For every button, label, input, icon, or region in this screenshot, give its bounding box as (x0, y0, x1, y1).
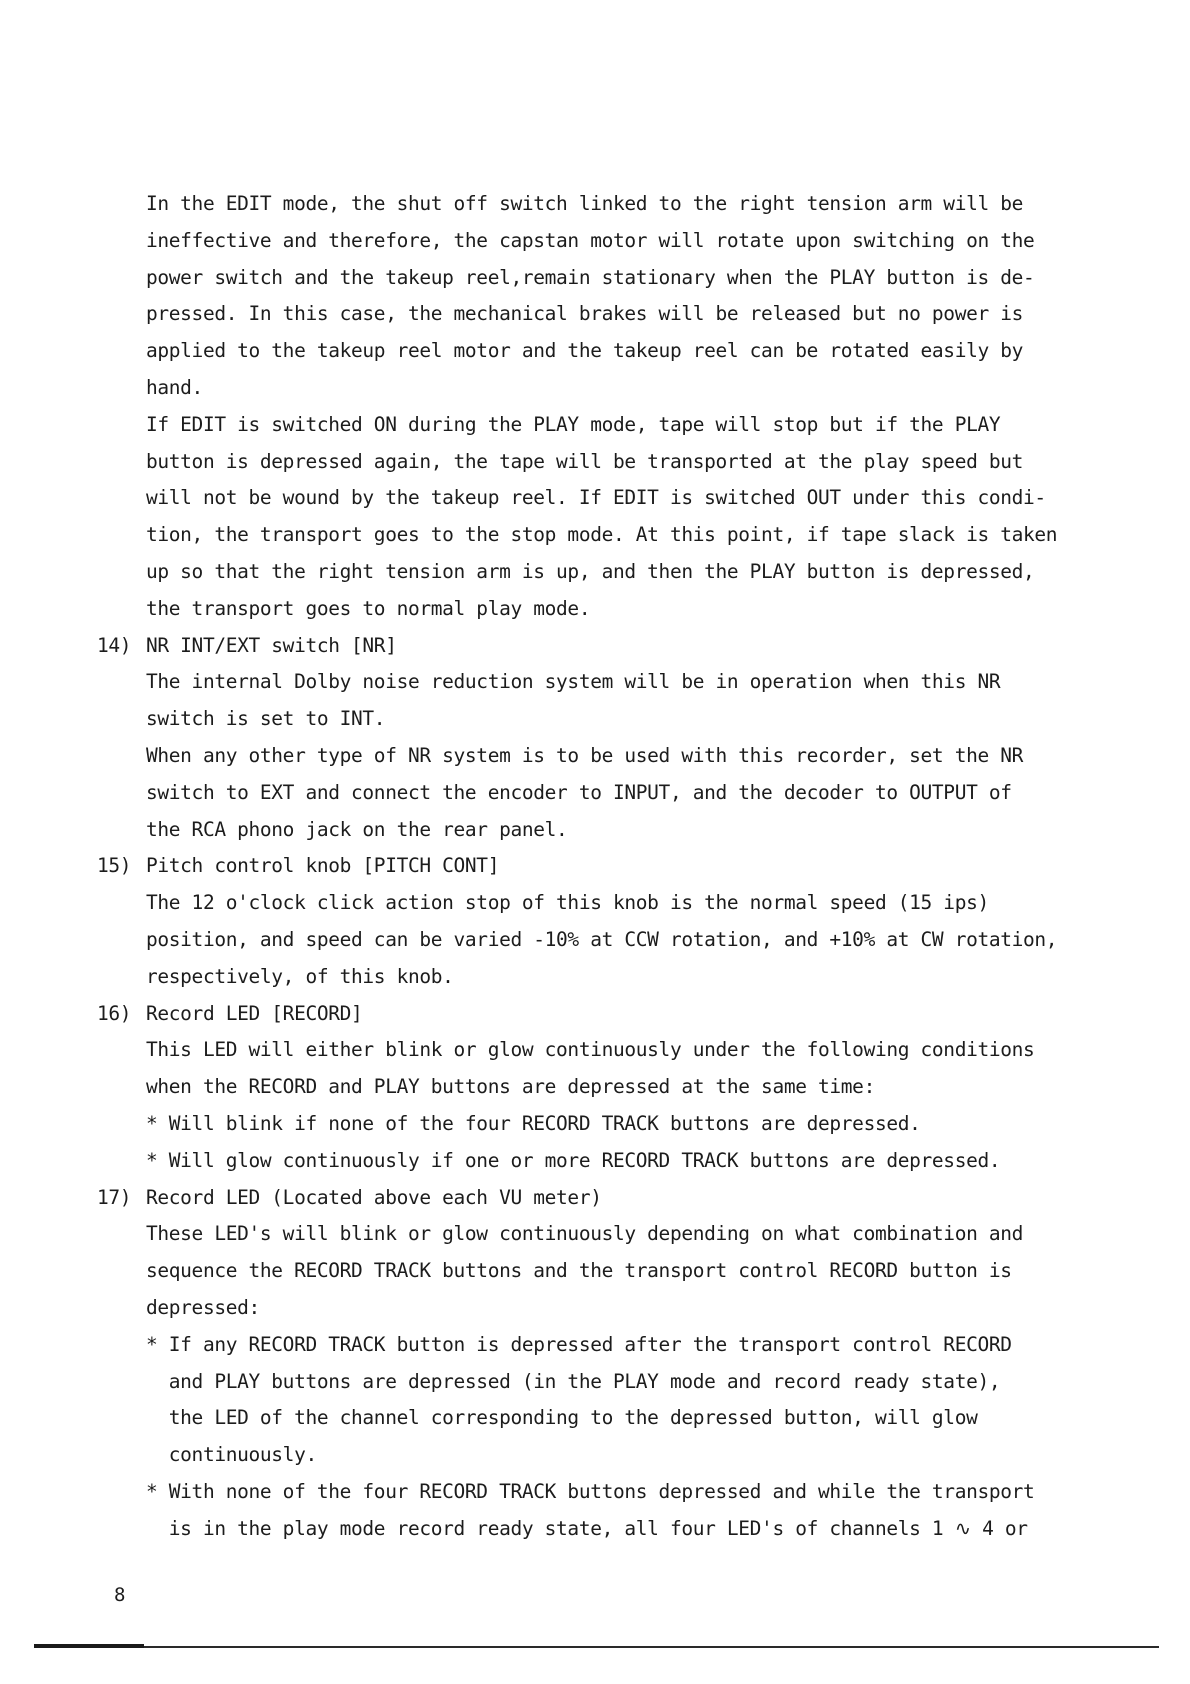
text-line (146, 480, 1126, 517)
item-heading-line (97, 996, 1126, 1033)
item-heading-line (97, 1180, 1126, 1217)
text-line (146, 407, 1126, 444)
line-text: hand. (146, 375, 203, 399)
item-number: 16) (97, 1001, 132, 1025)
line-text: Pitch control knob [PITCH CONT] (146, 854, 500, 878)
line-text: ineffective and therefore, the capstan motor will rotate upon switching on the (146, 228, 1035, 252)
line-text: switch to EXT and connect the encoder to INPUT, and the decoder to OUTPUT of (146, 780, 1012, 804)
line-text: The internal Dolby noise reduction system will be in operation when this NR (146, 670, 1001, 694)
text-line (146, 1474, 1126, 1511)
text-line (146, 959, 1126, 996)
line-text: the transport goes to normal play mode. (146, 596, 591, 620)
text-line (146, 1216, 1126, 1253)
text-line (146, 223, 1126, 260)
text-line (146, 260, 1126, 297)
line-text: will not be wound by the takeup reel. If EDIT is switched OUT under this condi- (146, 486, 1046, 510)
line-text: NR INT/EXT switch [NR] (146, 633, 397, 657)
line-text: respectively, of this knob. (146, 964, 454, 988)
line-text: * Will glow continuously if one or more RECORD TRACK buttons are depressed. (146, 1148, 1001, 1172)
body-text (97, 186, 1126, 1547)
line-text: * With none of the four RECORD TRACK buttons depressed and while the transport (146, 1479, 1035, 1503)
item-number: 17) (97, 1185, 132, 1209)
line-text: * Will blink if none of the four RECORD TRACK buttons are depressed. (146, 1111, 921, 1135)
text-line (146, 738, 1126, 775)
text-line (146, 333, 1126, 370)
line-text: continuously. (146, 1443, 317, 1467)
footer-rule (34, 1646, 1159, 1648)
line-text: Record LED [RECORD] (146, 1001, 363, 1025)
item-heading-line (97, 848, 1126, 885)
line-text: In the EDIT mode, the shut off switch linked to the right tension arm will be (146, 192, 1024, 215)
line-text: when the RECORD and PLAY buttons are depressed at the same time: (146, 1075, 875, 1099)
line-text: pressed. In this case, the mechanical brakes will be released but no power is (146, 302, 1024, 326)
line-text: This LED will either blink or glow continuously under the following conditions (146, 1038, 1035, 1062)
text-line (146, 1290, 1126, 1327)
line-text: The 12 o'clock click action stop of this knob is the normal speed (15 ips) (146, 891, 989, 915)
line-text: position, and speed can be varied -10% at CCW rotation, and +10% at CW rotation, (146, 927, 1058, 951)
text-line (146, 591, 1126, 628)
text-line (146, 701, 1126, 738)
text-line (146, 1327, 1126, 1364)
text-line (146, 186, 1126, 223)
line-text: depressed: (146, 1295, 260, 1319)
line-text: the RCA phono jack on the rear panel. (146, 817, 568, 841)
text-line (146, 885, 1126, 922)
text-line (146, 775, 1126, 812)
line-text: * If any RECORD TRACK button is depressed after the transport control RECORD (146, 1332, 1012, 1356)
text-line (146, 922, 1126, 959)
text-line (146, 1364, 1126, 1401)
line-text: switch is set to INT. (146, 707, 386, 731)
line-text: When any other type of NR system is to be used with this recorder, set the NR (146, 743, 1024, 767)
text-line (146, 370, 1126, 407)
line-text: the LED of the channel corresponding to the depressed button, will glow (146, 1406, 978, 1430)
text-line (146, 1511, 1126, 1548)
page-number: 8 (114, 1584, 126, 1606)
line-text: tion, the transport goes to the stop mode. At this point, if tape slack is taken (146, 523, 1058, 547)
text-line (146, 444, 1126, 481)
text-line (146, 812, 1126, 849)
text-line (146, 554, 1126, 591)
text-line (146, 664, 1126, 701)
text-line (146, 1032, 1126, 1069)
line-text: Record LED (Located above each VU meter) (146, 1185, 602, 1209)
text-line (146, 296, 1126, 333)
footer-rule-accent (34, 1644, 144, 1648)
line-text: If EDIT is switched ON during the PLAY mode, tape will stop but if the PLAY (146, 412, 1001, 436)
line-text: up so that the right tension arm is up, and then the PLAY button is depressed, (146, 559, 1035, 583)
item-number: 14) (97, 633, 132, 657)
item-heading-line (97, 628, 1126, 665)
line-text: These LED's will blink or glow continuously depending on what combination and (146, 1222, 1024, 1246)
text-line (146, 1253, 1126, 1290)
line-text: is in the play mode record ready state, all four LED's of channels 1 ∿ 4 or (146, 1516, 1028, 1540)
line-text: and PLAY buttons are depressed (in the PLAY mode and record ready state), (146, 1369, 1001, 1393)
text-line (146, 517, 1126, 554)
line-text: sequence the RECORD TRACK buttons and the transport control RECORD button is (146, 1259, 1012, 1283)
line-text: button is depressed again, the tape will be transported at the play speed but (146, 449, 1024, 473)
text-line (146, 1069, 1126, 1106)
item-number: 15) (97, 854, 132, 878)
text-line (146, 1106, 1126, 1143)
line-text: applied to the takeup reel motor and the takeup reel can be rotated easily by (146, 339, 1024, 363)
text-line (146, 1437, 1126, 1474)
line-text: power switch and the takeup reel,remain stationary when the PLAY button is de- (146, 265, 1035, 289)
text-line (146, 1143, 1126, 1180)
text-line (146, 1400, 1126, 1437)
